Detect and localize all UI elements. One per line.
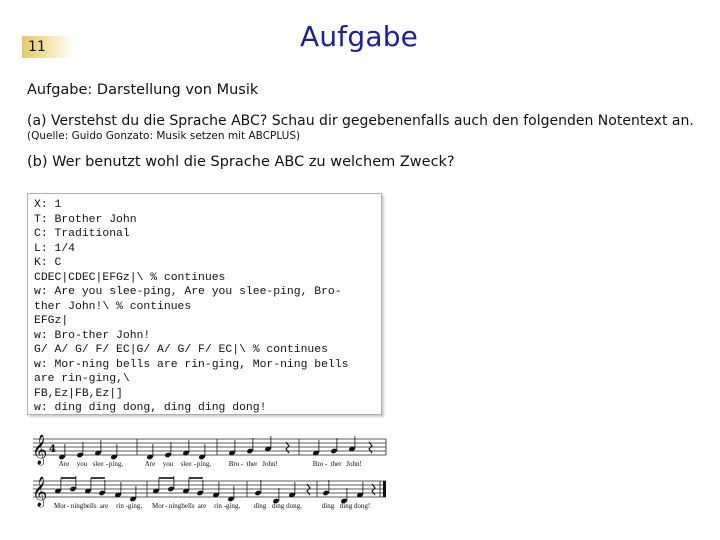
note [288,482,295,498]
lyric-syllable: are [197,502,207,510]
lyric-syllable: ping, [108,460,124,468]
code-line: CDEC|CDEC|EFGz|\ % continues [34,271,226,284]
note [94,440,101,456]
lyric-syllable: slee [92,460,104,468]
question-b: (b) Wer benutzt wohl die Sprache ABC zu welchem Zweck? [27,154,455,170]
lyric-syllable: John! [346,460,362,468]
note [146,444,153,460]
code-line: X: 1 [34,199,62,211]
question-a: (a) Verstehst du die Sprache ABC? Schau dir gegebenenfalls auch den folgenden Notentext an. [27,113,694,129]
lyric-syllable: - [105,460,109,468]
lyric-syllable: dong, [286,502,302,510]
code-line: C: Traditional [34,228,130,240]
treble-clef-icon: 𝄞 [32,477,48,507]
note [348,436,355,452]
lyric-syllable: Are [144,460,156,468]
quarter-rest-icon [372,484,375,495]
note [76,442,83,458]
code-line: w: Are you slee-ping, Are you slee-ping, Bro- [34,286,342,298]
lyric-syllable: ther [246,460,258,468]
note [246,438,253,454]
note [152,478,159,494]
lyric-syllable: - [240,460,244,468]
code-line: are rin-ging,\ [34,373,130,385]
code-line: K: C [34,257,62,269]
lyric-syllable: bells [181,502,195,510]
lyric-syllable: you [162,460,174,468]
staff-line-2 [32,476,386,510]
lyric-syllable: ding [271,502,285,510]
lyric-syllable: you [76,460,88,468]
code-line: T: Brother John [34,213,137,226]
task-heading: Aufgabe: Darstellung von Musik [27,82,259,98]
treble-clef-icon: 𝄞 [32,435,48,465]
note [198,444,205,460]
abc-code-box [27,193,382,415]
note [129,486,136,502]
code-line: w: Bro-ther John! [34,329,151,342]
lyric-syllable: rin [116,502,124,510]
lyric-syllable: - [193,460,197,468]
lyric-syllable: - ning [66,502,84,510]
lyric-syllable: ping, [196,460,212,468]
lyric-syllable: bells [83,502,97,510]
quarter-rest-icon [369,442,372,453]
lyric-syllable: ther [330,460,342,468]
lyric-syllable: ging, [127,502,143,510]
note [212,482,219,498]
note [264,436,271,452]
slide-title: Aufgabe [300,20,419,53]
note [182,478,189,494]
lyric-syllable: rin [214,502,222,510]
source-note: (Quelle: Guido Gonzato: Musik setzen mit ABCPLUS) [27,130,301,142]
lyric-syllable: Bro [228,460,240,468]
lyric-syllable: Mor [53,502,67,510]
abc-code [34,198,381,416]
quarter-rest-icon [286,442,289,453]
note [182,440,189,456]
sheet-music [28,428,393,517]
note [322,480,329,496]
staff-line-1 [32,434,386,468]
lyric-syllable: slee [180,460,192,468]
note [110,444,117,460]
note [58,444,65,460]
note [54,478,61,494]
lyric-syllable: - [324,460,328,468]
lyric-syllable: are [99,502,109,510]
code-line: EFGz| [34,315,69,327]
code-line: L: 1/4 [34,242,76,255]
lyric-syllable: ding [321,502,335,510]
lyric-syllable: John! [262,460,278,468]
code-line: w: Mor-ning bells are rin-ging, Mor-ning bells [34,358,349,371]
note [114,482,121,498]
time-signature: 4 [49,444,56,455]
lyric-syllable: - [223,502,227,510]
lyric-syllable: Mor [151,502,165,510]
lyric-syllable: ding [253,502,267,510]
lyric-syllable: Are [58,460,70,468]
note [254,480,261,496]
code-line: ther John!\ % continues [34,300,192,313]
note [164,442,171,458]
slide-number: 11 [22,36,74,58]
note [312,440,319,456]
code-line: w: ding ding dong, ding ding dong! [34,402,267,414]
code-line: FB,Ez|FB,Ez|] [34,387,123,400]
lyric-syllable: ding [339,502,353,510]
lyric-syllable: dong! [353,502,371,510]
quarter-rest-icon [307,484,310,495]
note [84,478,91,494]
note [228,440,235,456]
lyric-syllable: - [125,502,129,510]
note [98,480,105,496]
lyric-syllable: Bro [312,460,324,468]
note [330,438,337,454]
note [356,482,363,498]
code-line: G/ A/ G/ F/ EC|G/ A/ G/ F/ EC|\ % continues [34,344,328,356]
lyric-syllable: ging, [225,502,241,510]
note [196,480,203,496]
lyric-syllable: - ning [164,502,182,510]
note [227,486,234,502]
